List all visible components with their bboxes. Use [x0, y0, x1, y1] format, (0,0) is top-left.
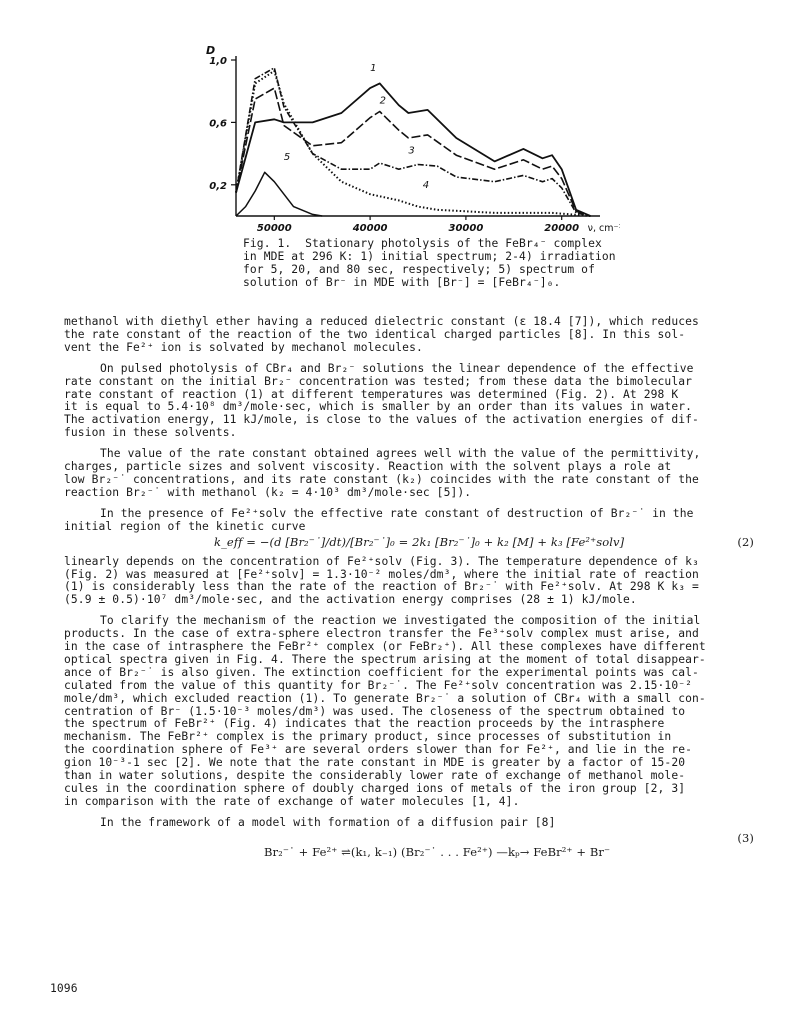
- text-line: fusion in these solvents.: [64, 426, 237, 440]
- text-line: (5.9 ± 0.5)·10⁷ dm³/mole·sec, and the activation energy comprises (28 ± 1) kJ/mole.: [64, 593, 637, 607]
- paragraph-6: [64, 615, 754, 809]
- text-line: methanol with diethyl ether having a reduced dielectric constant (ε 18.4 [7]), which reduces: [64, 315, 699, 328]
- paragraph-3: [64, 448, 754, 500]
- text-line: charges, particle sizes and solvent viscosity. Reaction with the solvent plays a role at: [64, 460, 672, 474]
- text-line: linearly depends on the concentration of Fe²⁺solv (Fig. 3). The temperature dependence of k₃: [64, 554, 699, 568]
- paragraph-7: [64, 817, 754, 830]
- equation-3: [64, 832, 754, 866]
- text-line: ance of Br₂⁻˙ is also given. The extinction coefficient for the experimental points was cal-: [64, 665, 699, 679]
- text-line: optical spectra given in Fig. 4. There the spectrum arising at the moment of total disappear-: [64, 652, 706, 666]
- figure-1: [200, 38, 620, 238]
- text-line: reaction Br₂⁻˙ with methanol (k₂ = 4·10³ dm³/mole·sec [5]).: [64, 485, 472, 499]
- curve-3: [236, 68, 590, 216]
- x-tick-label: 40000: [352, 223, 388, 234]
- text-line: low Br₂⁻˙ concentrations, and its rate constant (k₂) coincides with the rate constant of the: [64, 472, 699, 486]
- text-line: initial region of the kinetic curve: [64, 519, 306, 533]
- paragraph-5: [64, 556, 754, 608]
- curve-5: [236, 172, 322, 216]
- text-line: In the presence of Fe²⁺solv the effective rate constant of destruction of Br₂⁻˙ in the: [100, 506, 694, 520]
- text-line: rate constant on the initial Br₂⁻ concentration was tested; from these data the bimolecular: [64, 374, 693, 388]
- paragraph-1: [64, 316, 754, 355]
- text-line: The value of the rate constant obtained agrees well with the value of the permittivity,: [100, 447, 701, 461]
- text-line: gion 10⁻³-1 sec [2]. We note that the rate constant in MDE is greater by a factor of 15-20: [64, 756, 686, 770]
- text-line: in the case of intrasphere the FeBr²⁺ complex (or FeBr₂⁺). All these complexes have different: [64, 640, 706, 654]
- curve-label-5: 5: [283, 151, 291, 163]
- chart-axes: [231, 56, 600, 220]
- body-text: [64, 316, 754, 866]
- y-tick-label: 0,2: [209, 180, 227, 192]
- paragraph-2: [64, 363, 754, 440]
- caption-line: Fig. 1. Stationary photolysis of the FeBr₄⁻ complex: [243, 237, 602, 250]
- text-line: On pulsed photolysis of CBr₄ and Br₂⁻ solutions the linear dependence of the effective: [100, 361, 694, 375]
- text-line: To clarify the mechanism of the reaction we investigated the composition of the initial: [100, 614, 701, 628]
- text-line: rate constant of reaction (1) at different temperatures was determined (Fig. 2). At 298 K: [64, 387, 679, 401]
- y-tick-label: 0,6: [209, 118, 227, 130]
- y-tick-label: 1,0: [209, 56, 227, 67]
- text-line: culated from the value of this quantity for Br₂⁻˙. The Fe²⁺solv concentration was 2.15·10⁻²: [64, 678, 693, 692]
- text-line: (1) is considerably less than the rate of the reaction of Br₂⁻˙ with Fe²⁺solv. At 298 K k₃ =: [64, 580, 699, 594]
- x-tick-label: 50000: [256, 223, 292, 234]
- figure-caption: [243, 238, 673, 290]
- curve-4: [236, 71, 590, 216]
- caption-line: in MDE at 296 K: 1) initial spectrum; 2-4) irradiation: [243, 249, 616, 263]
- x-axis-unit: ν, cm⁻¹: [587, 223, 620, 234]
- text-line: than in water solutions, despite the considerably lower rate of exchange of methanol mole-: [64, 769, 686, 783]
- curve-label-2: 2: [379, 95, 387, 107]
- curve-label-4: 4: [422, 179, 430, 191]
- text-line: mole/dm³, which excluded reaction (1). To generate Br₂⁻˙ a solution of CBr₄ with a small con-: [64, 691, 706, 705]
- equation-number: (2): [737, 534, 754, 549]
- text-line: mechanism. The FeBr²⁺ complex is the primary product, since processes of substitution in: [64, 730, 672, 744]
- caption-line: solution of Br⁻ in MDE with [Br⁻] = [FeBr₄⁻]₀.: [243, 275, 561, 289]
- text-line: The activation energy, 11 kJ/mole, is close to the values of the activation energies of dif-: [64, 413, 699, 427]
- page-number: 1096: [50, 982, 78, 995]
- text-line: the coordination sphere of Fe³⁺ are several orders slower than for Fe²⁺, and lie in the re-: [64, 743, 693, 757]
- y-axis-label: D: [206, 44, 216, 57]
- text-line: centration of Br⁻ (1.5·10⁻³ moles/dm³) was used. The closeness of the spectrum obtained to: [64, 704, 686, 718]
- text-line: it is equal to 5.4·10⁸ dm³/mole·sec, which is smaller by an order than its values in water.: [64, 400, 693, 414]
- chart-curves: [236, 68, 590, 216]
- equation-expression: Br₂⁻˙ + Fe²⁺ ⇌(k₁, k₋₁) (Br₂⁻˙ . . . Fe²⁺) —kₚ→ FeBr²⁺ + Br⁻: [264, 844, 611, 859]
- text-line: cules in the coordination sphere of doubly charged ions of metals of the iron group [2, 3]: [64, 782, 686, 795]
- text-line: vent the Fe²⁺ ion is solvated by mechanol molecules.: [64, 340, 423, 354]
- curve-label-1: 1: [370, 62, 377, 74]
- x-tick-label: 30000: [448, 223, 484, 234]
- text-line: in comparison with the rate of exchange of water molecules [1, 4].: [64, 794, 520, 808]
- text-line: (Fig. 2) was measured at [Fe²⁺solv] = 1.3·10⁻² moles/dm³, where the initial rate of reaction: [64, 567, 699, 581]
- text-line: In the framework of a model with formation of a diffusion pair [8]: [100, 815, 556, 829]
- equation-number: (3): [737, 830, 754, 845]
- equation-2: [64, 536, 754, 554]
- text-line: the rate constant of the reaction of the two identical charged particles [8]. In this sol-: [64, 327, 686, 341]
- text-line: products. In the case of extra-sphere electron transfer the Fe³⁺solv complex must arise, and: [64, 627, 699, 641]
- text-line: the spectrum of FeBr²⁺ (Fig. 4) indicates that the reaction proceeds by the intrasphere: [64, 717, 665, 731]
- curve-label-3: 3: [408, 145, 415, 157]
- x-tick-label: 20000: [544, 223, 580, 234]
- equation-expression: k_eff = −(d [Br₂⁻˙]/dt)/[Br₂⁻˙]₀ = 2k₁ [Br₂⁻˙]₀ + k₂ [M] + k₃ [Fe²⁺solv]: [214, 534, 625, 549]
- spectrum-chart: [200, 38, 620, 238]
- caption-line: for 5, 20, and 80 sec, respectively; 5) spectrum of: [243, 262, 595, 276]
- paragraph-4: [64, 508, 754, 534]
